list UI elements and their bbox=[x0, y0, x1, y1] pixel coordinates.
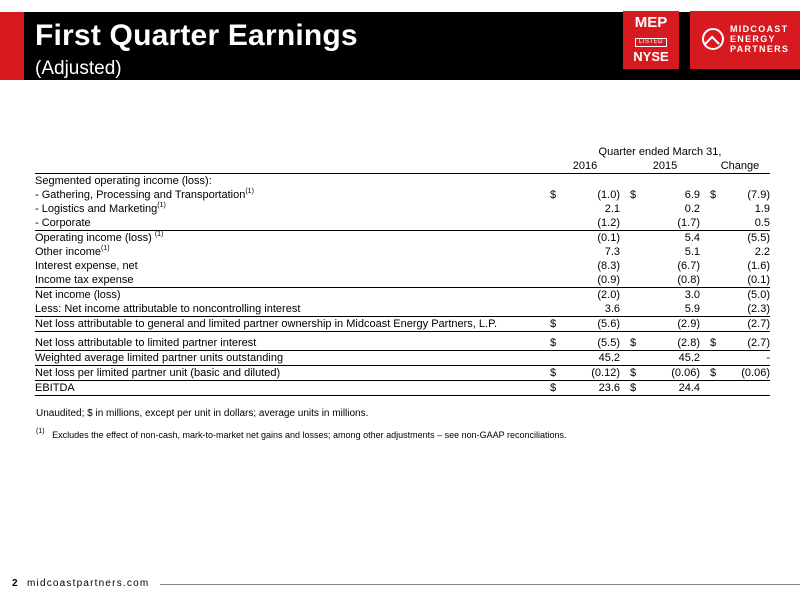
listed-label: LISTED bbox=[635, 38, 667, 47]
table-row bbox=[35, 245, 770, 259]
value-2016: (0.1) bbox=[597, 232, 620, 244]
dollar-sign: $ bbox=[630, 366, 642, 381]
row-label: EBITDA bbox=[35, 381, 550, 396]
value-2015: 5.1 bbox=[684, 246, 700, 258]
dollar-sign: $ bbox=[550, 317, 562, 332]
header-banner bbox=[0, 12, 800, 80]
earnings-table bbox=[35, 145, 770, 396]
value-change: (0.06) bbox=[722, 366, 770, 381]
row-label: Net loss attributable to limited partner interest bbox=[35, 336, 550, 351]
value-2016: 23.6 bbox=[562, 381, 620, 396]
ticker-label: MEP bbox=[634, 14, 668, 31]
value-2016: (8.3) bbox=[597, 260, 620, 272]
value-2015: (0.8) bbox=[642, 273, 700, 288]
section-label: Segmented operating income (loss): bbox=[35, 175, 212, 187]
dollar-sign: $ bbox=[550, 366, 562, 381]
period-header-row bbox=[35, 145, 770, 159]
value-change: (7.9) bbox=[747, 189, 770, 201]
row-label: Net loss per limited partner unit (basic and diluted) bbox=[35, 366, 550, 381]
brand-line-3: PARTNERS bbox=[730, 44, 790, 54]
row-label: Operating income (loss) bbox=[35, 232, 155, 244]
dollar-sign: $ bbox=[630, 381, 642, 396]
value-2015: (6.7) bbox=[677, 260, 700, 272]
page-title: First Quarter Earnings bbox=[35, 19, 358, 52]
value-2016: 45.2 bbox=[562, 351, 620, 366]
row-label: Net income (loss) bbox=[35, 289, 121, 301]
value-2016: (1.2) bbox=[562, 216, 620, 231]
value-change: 0.5 bbox=[722, 216, 770, 231]
value-change: (1.6) bbox=[747, 260, 770, 272]
value-2015: 3.0 bbox=[684, 289, 700, 301]
section-label-row bbox=[35, 174, 770, 189]
value-2015: 24.4 bbox=[642, 381, 700, 396]
footnote-ref: (1) bbox=[157, 202, 166, 209]
value-change: (2.7) bbox=[722, 336, 770, 351]
footer-divider bbox=[160, 584, 800, 585]
value-change: (2.3) bbox=[722, 302, 770, 317]
value-change: (0.1) bbox=[722, 273, 770, 288]
footnote bbox=[36, 430, 567, 440]
value-change: (5.5) bbox=[747, 232, 770, 244]
dollar-sign: $ bbox=[710, 366, 722, 381]
value-2015: 6.9 bbox=[684, 189, 700, 201]
logo-wordmark bbox=[730, 24, 789, 54]
dollar-sign: $ bbox=[710, 336, 722, 351]
table-row bbox=[35, 336, 770, 351]
value-change: 2.2 bbox=[754, 246, 770, 258]
company-logo bbox=[690, 11, 800, 69]
row-label: Interest expense, net bbox=[35, 260, 138, 272]
logo-mark-icon bbox=[702, 28, 724, 50]
value-2016: (0.12) bbox=[562, 366, 620, 381]
exchange-label: NYSE bbox=[633, 49, 669, 64]
page-subtitle: (Adjusted) bbox=[35, 58, 122, 79]
table-row bbox=[35, 381, 770, 396]
table-row bbox=[35, 202, 770, 216]
row-label: - Logistics and Marketing bbox=[35, 203, 158, 215]
footnote-text: Excludes the effect of non-cash, mark-to-market net gains and losses; among other adjustments – see non-GAAP reconciliations. bbox=[52, 430, 567, 440]
value-2016: 3.6 bbox=[562, 302, 620, 317]
row-label: Less: Net income attributable to noncontrolling interest bbox=[35, 302, 550, 317]
row-label: Other income bbox=[35, 246, 102, 258]
table-row bbox=[35, 273, 770, 288]
value-2016: (0.9) bbox=[562, 273, 620, 288]
value-2015: (0.06) bbox=[642, 366, 700, 381]
table-row bbox=[35, 188, 770, 202]
table-row bbox=[35, 302, 770, 317]
dollar-sign: $ bbox=[630, 189, 637, 201]
dollar-sign: $ bbox=[630, 336, 642, 351]
value-change bbox=[722, 381, 770, 396]
column-header-2015: 2015 bbox=[630, 159, 700, 174]
value-change: (5.0) bbox=[747, 289, 770, 301]
value-change: (2.7) bbox=[722, 317, 770, 332]
value-2016: 7.3 bbox=[604, 246, 620, 258]
row-label: Income tax expense bbox=[35, 273, 550, 288]
value-2015: (1.7) bbox=[642, 216, 700, 231]
footnote-ref: (1) bbox=[154, 231, 164, 238]
table-row bbox=[35, 366, 770, 381]
table-row bbox=[35, 231, 770, 246]
page-number: 2 bbox=[12, 578, 18, 589]
value-2015: 5.4 bbox=[684, 232, 700, 244]
table-row bbox=[35, 216, 770, 231]
row-label: Weighted average limited partner units outstanding bbox=[35, 351, 550, 366]
column-header-change: Change bbox=[710, 159, 770, 174]
column-header-row bbox=[35, 159, 770, 174]
footnote-ref: (1) bbox=[245, 188, 254, 195]
value-2015: 5.9 bbox=[642, 302, 700, 317]
dollar-sign: $ bbox=[550, 189, 557, 201]
value-2015: (2.8) bbox=[642, 336, 700, 351]
period-header: Quarter ended March 31, bbox=[598, 146, 722, 158]
footnote-ref: (1) bbox=[101, 245, 110, 252]
table-row bbox=[35, 288, 770, 303]
units-note: Unaudited; $ in millions, except per unit in dollars; average units in millions. bbox=[36, 408, 369, 419]
red-accent-bar bbox=[0, 12, 24, 80]
column-header-2016: 2016 bbox=[550, 159, 620, 174]
value-2016: (1.0) bbox=[597, 189, 620, 201]
value-2016: (2.0) bbox=[597, 289, 620, 301]
value-2016: (5.5) bbox=[562, 336, 620, 351]
brand-line-2: ENERGY bbox=[730, 34, 776, 44]
row-label: - Corporate bbox=[35, 216, 550, 231]
value-2016: (5.6) bbox=[562, 317, 620, 332]
table-row bbox=[35, 259, 770, 273]
table-row bbox=[35, 317, 770, 332]
table-row bbox=[35, 351, 770, 366]
value-2016: 2.1 bbox=[604, 203, 620, 215]
footnote-marker: (1) bbox=[36, 428, 45, 435]
value-2015: 0.2 bbox=[684, 203, 700, 215]
row-label: - Gathering, Processing and Transportation bbox=[35, 189, 246, 201]
value-2015: 45.2 bbox=[642, 351, 700, 366]
dollar-sign: $ bbox=[550, 381, 562, 396]
dollar-sign: $ bbox=[550, 336, 562, 351]
value-change: 1.9 bbox=[754, 203, 770, 215]
brand-line-1: MIDCOAST bbox=[730, 24, 789, 34]
footer-url: midcoastpartners.com bbox=[27, 578, 150, 589]
nyse-listing-badge bbox=[623, 11, 679, 69]
value-2015: (2.9) bbox=[642, 317, 700, 332]
value-change: - bbox=[722, 351, 770, 366]
dollar-sign: $ bbox=[710, 189, 717, 201]
row-label: Net loss attributable to general and limited partner ownership in Midcoast Energy Partners, L.P. bbox=[35, 317, 550, 332]
